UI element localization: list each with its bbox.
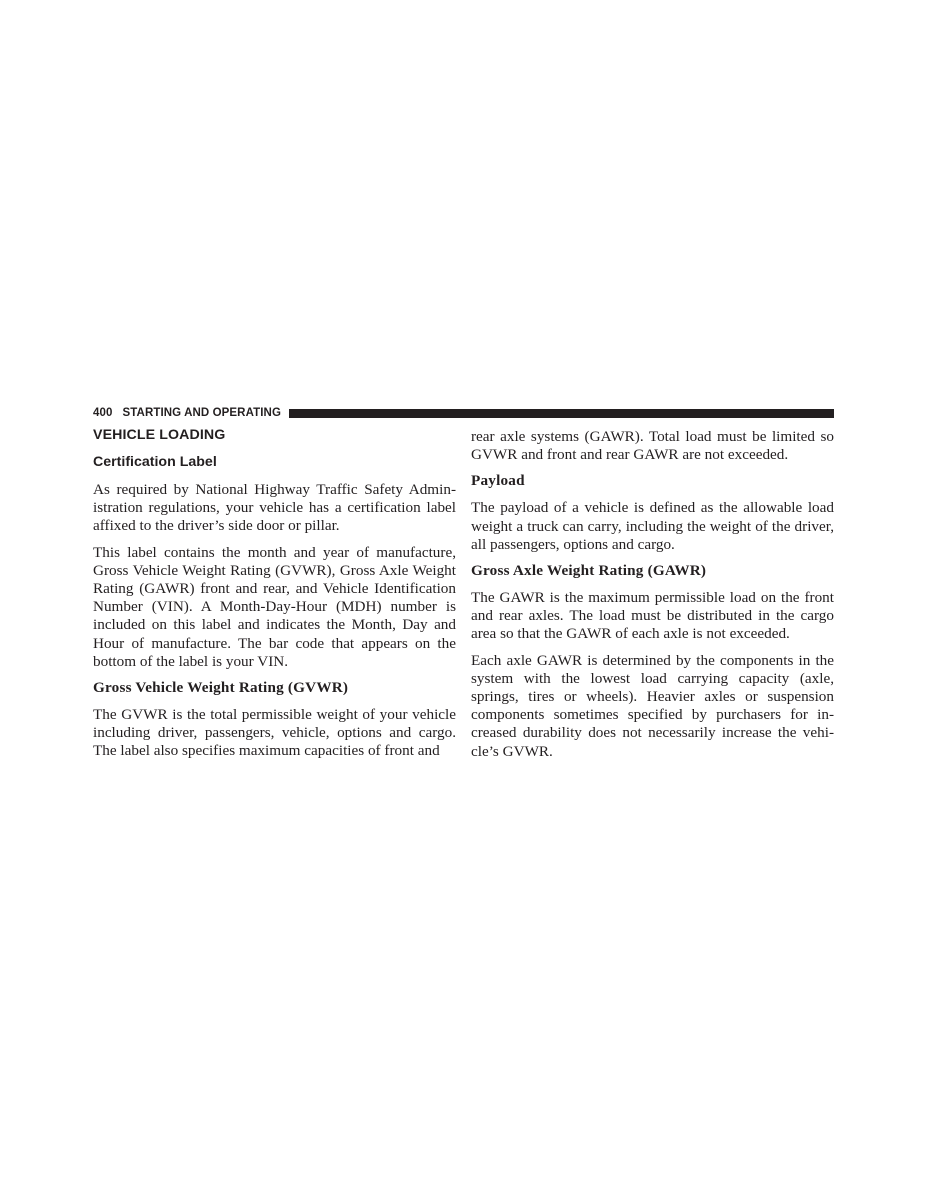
paragraph-certification: As required by National Highway Traffic Safety Administration regulations, your vehicle has a certification label affixed to the driver’s side door or pillar.: [93, 481, 456, 535]
paragraph-gvwr-continued: rear axle systems (GAWR). Total load must be limited so GVWR and front and rear GAWR are not exceeded.: [471, 428, 834, 464]
heading-payload: Payload: [471, 472, 525, 490]
heading-vehicle-loading: VEHICLE LOADING: [93, 427, 226, 443]
paragraph-gvwr: The GVWR is the total permissible weight of your vehicle including driver, passengers, vehicle, options and cargo. The label also specifies maximum capacities of front and: [93, 706, 456, 760]
right-column: [471, 426, 834, 769]
running-header: [93, 405, 834, 421]
header-rule: [289, 409, 834, 418]
page-number: 400: [93, 407, 113, 419]
left-column: [93, 426, 456, 769]
section-title: STARTING AND OPERATING: [122, 407, 282, 419]
heading-gvwr: Gross Vehicle Weight Rating (GVWR): [93, 679, 349, 697]
heading-gawr: Gross Axle Weight Rating (GAWR): [471, 562, 707, 580]
paragraph-axle-gawr: Each axle GAWR is determined by the components in the system with the lowest load carrying capacity (axle, springs, tires or wheels). Heavier axles or suspension components sometimes specified by purchasers for increased durability does not necessarily increase the vehicle’s GVWR.: [471, 651, 834, 760]
paragraph-label-contents: This label contains the month and year of manufacture, Gross Vehicle Weight Rating (GVWR), Gross Axle Weight Rating (GAWR) front and rear, and Vehicle Identification Number (VIN). A Month-Day-Hour (MDH) number is included on this label and indicates the Month, Day and Hour of manufacture. The bar code that appears on the bottom of the label is your VIN.: [93, 543, 456, 670]
paragraph-payload: The payload of a vehicle is defined as the allowable load weight a truck can carry, including the weight of the driver, all passengers, options and cargo.: [471, 499, 834, 553]
heading-certification-label: Certification Label: [93, 454, 217, 470]
paragraph-gawr: The GAWR is the maximum permissible load on the front and rear axles. The load must be distributed in the cargo area so that the GAWR of each axle is not exceeded.: [471, 589, 834, 643]
